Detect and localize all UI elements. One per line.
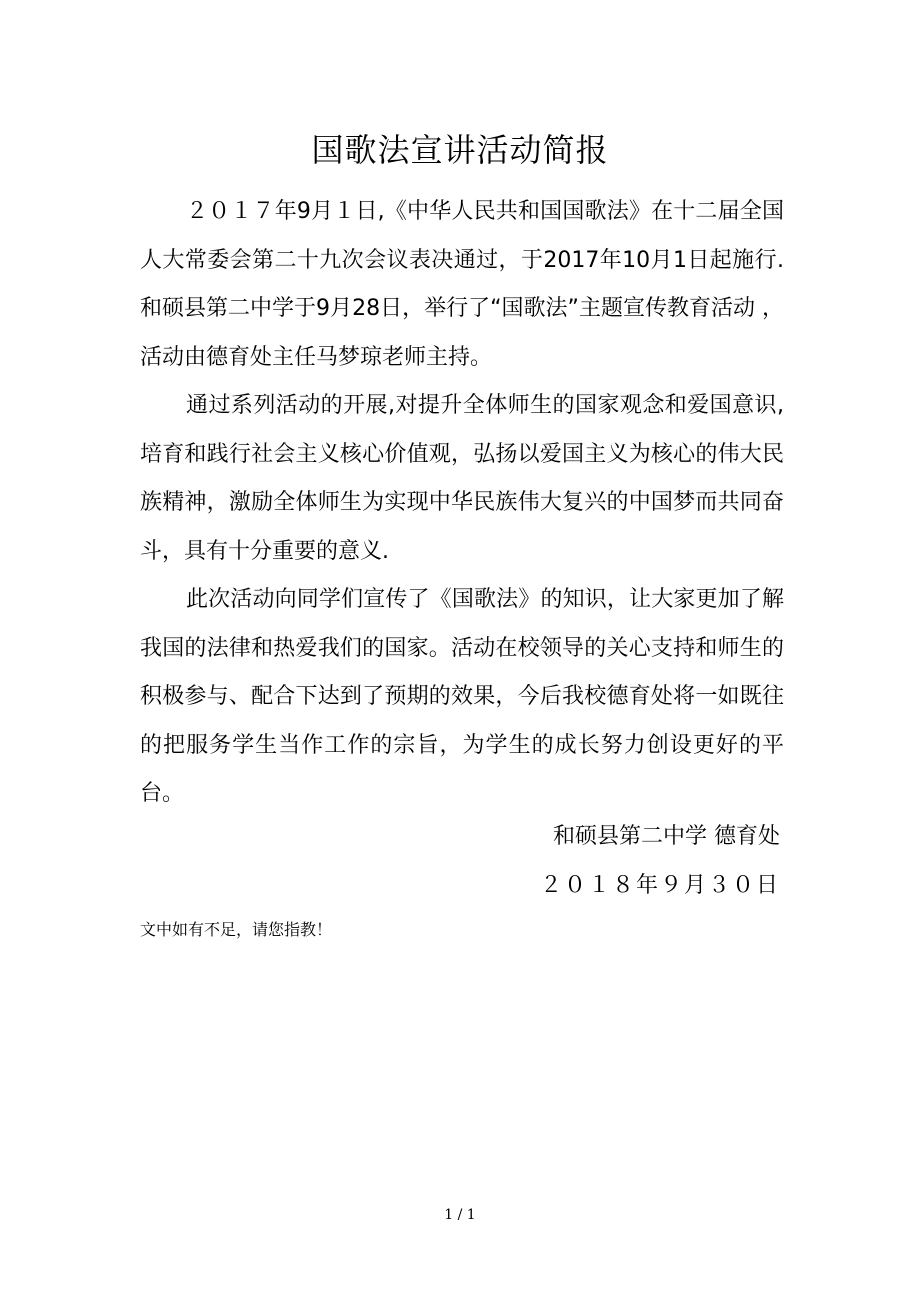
paragraph-1: ２０１７年9月１日,《中华人民共和国国歌法》在十二届全国人大常委会第二十九次会议表决通过，于2017年10月1日起施行.和硕县第二中学于9月28日，举行了“国歌法”主题宣传教育活动 ，活动由德育处主任马梦琼老师主持。 [140,199,784,370]
document-date: ２０１８年９月３０日 [539,873,780,898]
footnote: 文中如有不足，请您指教！ [140,920,333,939]
document-body [140,188,784,819]
page-number: 1 / 1 [444,1207,476,1223]
signature: 和硕县第二中学 德育处 [553,824,780,849]
document-title: 国歌法宣讲活动简报 [311,131,609,169]
paragraph-3: 此次活动向同学们宣传了《国歌法》的知识，让大家更加了解我国的法律和热爱我们的国家。活动在校领导的关心支持和师生的积极参与、配合下达到了预期的效果，今后我校德育处将一如既往的把服务学生当作工作的宗旨，为学生的成长努力创设更好的平台。 [140,587,784,806]
paragraph-2: 通过系列活动的开展,对提升全体师生的国家观念和爱国意识,培育和践行社会主义核心价值观，弘扬以爱国主义为核心的伟大民族精神，激励全体师生为实现中华民族伟大复兴的中国梦而共同奋斗，具有十分重要的意义. [140,393,784,564]
